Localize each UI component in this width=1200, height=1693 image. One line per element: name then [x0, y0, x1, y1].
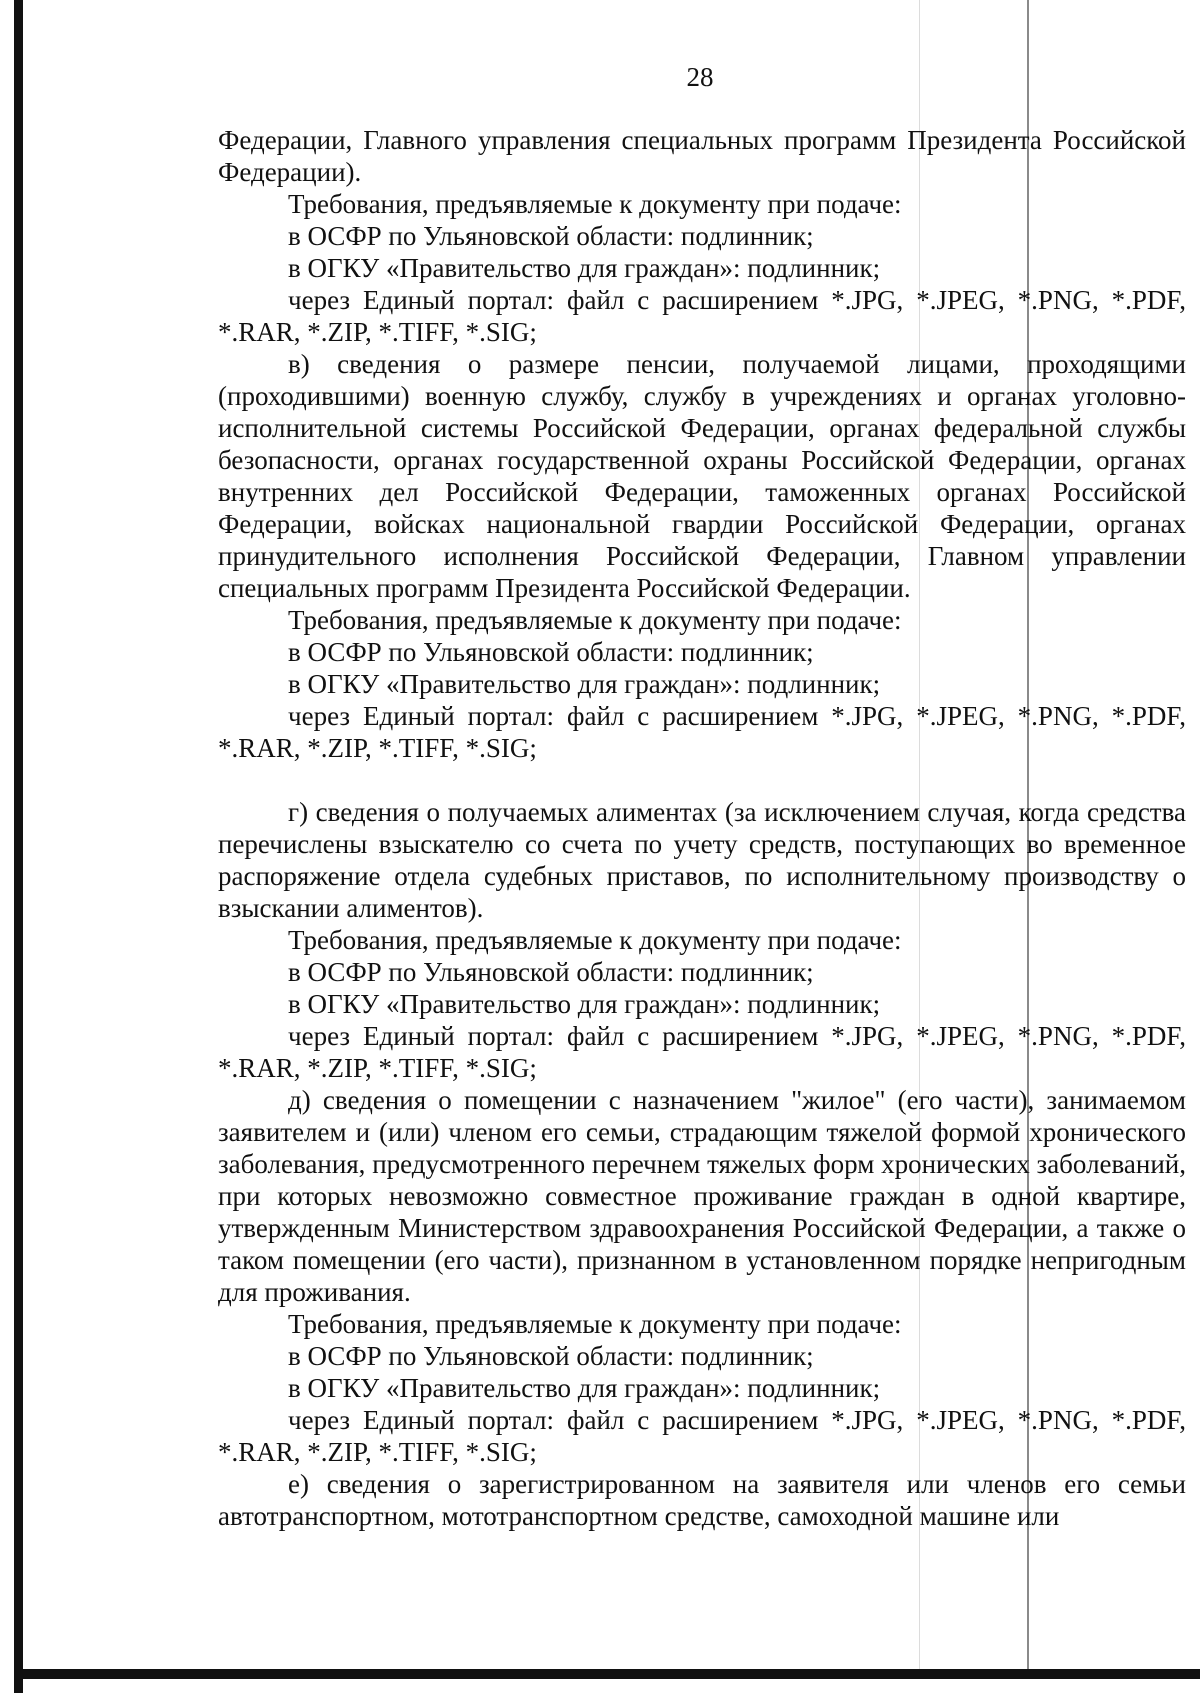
paragraph: Требования, предъявляемые к документу при подаче: [288, 1309, 902, 1339]
paragraph: в) сведения о размере пенсии, получаемой лицами, проходящими (проходившими) военную службу, службу в учреждениях и органах уголовно-исполнительной системы Российской Федерации, органах федеральной службы безопасности, органах государственной охраны Российской Федерации, органах внутренних дел Российской Федерации, таможенных органах Российской Федерации, войсках национальной гвардии Российской Федерации, органах принудительного исполнения Российской Федерации, Главном управлении специальных программ Президента Российской Федерации. [218, 349, 1186, 603]
paragraph: в ОГКУ «Правительство для граждан»: подлинник; [288, 989, 881, 1019]
paragraph: Федерации, Главного управления специальных программ Президента Российской Федерации). [218, 125, 1186, 187]
document-body [218, 124, 1186, 1532]
paragraph: в ОГКУ «Правительство для граждан»: подлинник; [288, 1373, 881, 1403]
paragraph: через Единый портал: файл с расширением *.JPG, *.JPEG, *.PNG, *.PDF, *.RAR, *.ZIP, *.TIFF, *.SIG; [218, 701, 1186, 763]
paragraph: в ОГКУ «Правительство для граждан»: подлинник; [288, 669, 881, 699]
paragraph: г) сведения о получаемых алиментах (за исключением случая, когда средства перечислены взыскателю со счета по учету средств, поступающих во временное распоряжение отдела судебных приставов, по исполнительному производству о взыскании алиментов). [218, 797, 1186, 923]
paragraph: Требования, предъявляемые к документу при подаче: [288, 189, 902, 219]
paragraph: через Единый портал: файл с расширением *.JPG, *.JPEG, *.PNG, *.PDF, *.RAR, *.ZIP, *.TIFF, *.SIG; [218, 285, 1186, 347]
paragraph: в ОСФР по Ульяновской области: подлинник; [288, 1341, 814, 1371]
paragraph: через Единый портал: файл с расширением *.JPG, *.JPEG, *.PNG, *.PDF, *.RAR, *.ZIP, *.TIFF, *.SIG; [218, 1021, 1186, 1083]
scan-edge-bottom [14, 1669, 1200, 1679]
paragraph: д) сведения о помещении с назначением "жилое" (его части), занимаемом заявителем и (или) членом его семьи, страдающим тяжелой формой хронического заболевания, предусмотренного перечнем тяжелых форм хронических заболеваний, при которых невозможно совместное проживание граждан в одной квартире, утвержденным Министерством здравоохранения Российской Федерации, а также о таком помещении (его части), признанном в установленном порядке непригодным для проживания. [218, 1085, 1186, 1307]
paragraph: в ОСФР по Ульяновской области: подлинник; [288, 957, 814, 987]
paragraph: Требования, предъявляемые к документу при подаче: [288, 605, 902, 635]
paragraph: в ОГКУ «Правительство для граждан»: подлинник; [288, 253, 881, 283]
scan-edge-left [14, 0, 23, 1693]
blank-line [218, 764, 1186, 796]
page-number: 28 [686, 62, 714, 92]
paragraph: в ОСФР по Ульяновской области: подлинник; [288, 637, 814, 667]
paragraph: через Единый портал: файл с расширением *.JPG, *.JPEG, *.PNG, *.PDF, *.RAR, *.ZIP, *.TIFF, *.SIG; [218, 1405, 1186, 1467]
paragraph: в ОСФР по Ульяновской области: подлинник; [288, 221, 814, 251]
paragraph: е) сведения о зарегистрированном на заявителя или членов его семьи автотранспортном, мототранспортном средстве, самоходной машине или [218, 1469, 1186, 1531]
paragraph: Требования, предъявляемые к документу при подаче: [288, 925, 902, 955]
